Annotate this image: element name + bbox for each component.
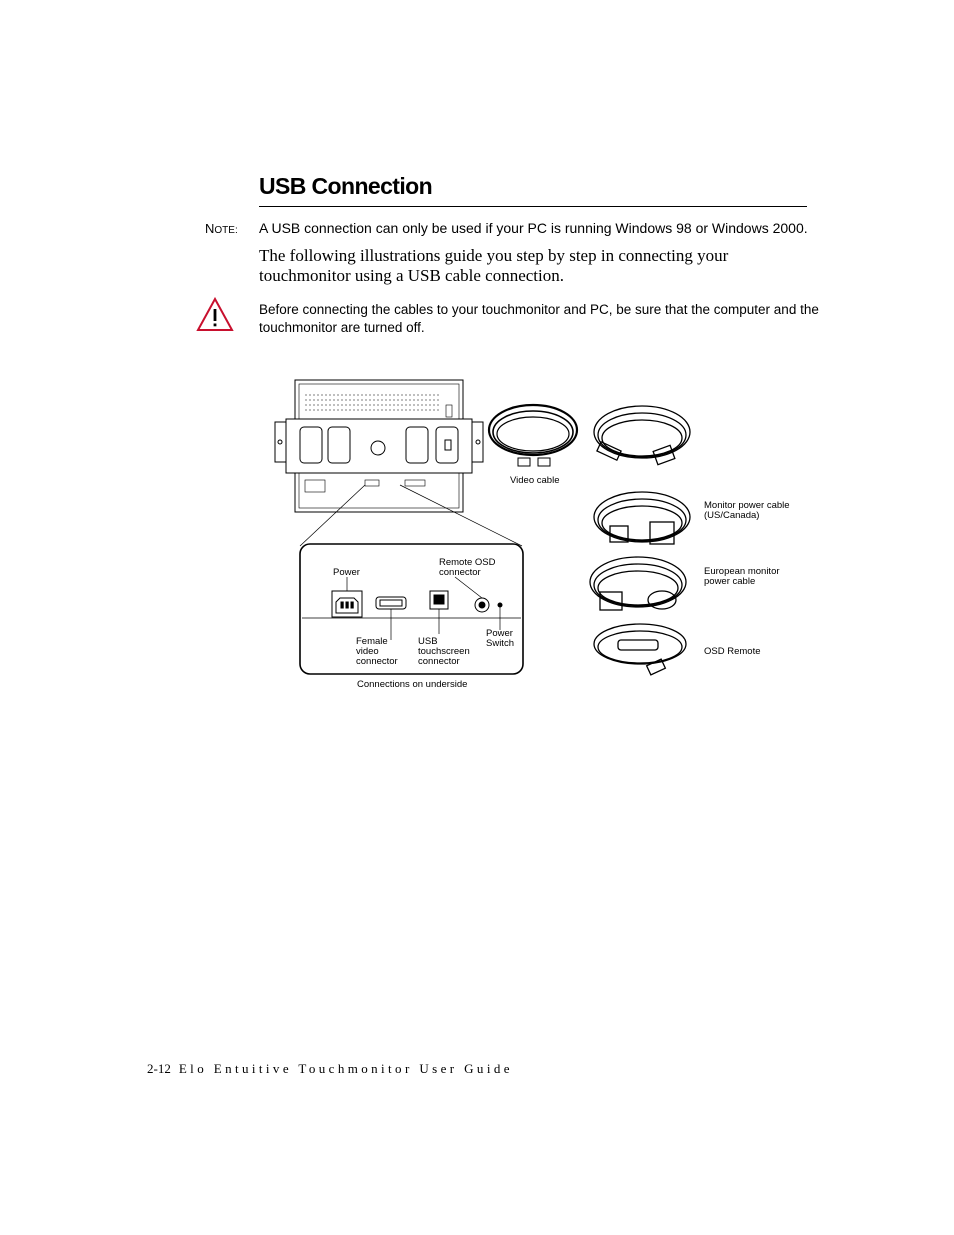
label-european-power-cable: European monitor power cable (704, 566, 780, 587)
label-connections-on-underside: Connections on underside (357, 679, 468, 690)
label-usb-touchscreen-connector: USB touchscreen connector (418, 636, 470, 667)
connection-figure (270, 372, 810, 697)
label-power-switch: Power Switch (486, 628, 514, 649)
video-cable-coil (489, 405, 577, 466)
european-power-cable-coil (590, 557, 686, 610)
label-osd-remote: OSD Remote (704, 646, 761, 657)
guide-title: Elo Entuitive Touchmonitor User Guide (178, 1061, 513, 1076)
label-video-cable: Video cable (510, 475, 560, 486)
monitor-rear-view (275, 380, 483, 512)
label-power: Power (333, 567, 360, 578)
warning-triangle-icon (196, 297, 234, 333)
us-power-cable-coil (594, 492, 690, 544)
page-footer (147, 1061, 513, 1077)
heading-rule (259, 206, 807, 207)
osd-remote-cable-coil (594, 624, 686, 675)
section-heading: USB Connection (259, 173, 433, 199)
note-label-initial: N (205, 221, 215, 236)
note-text: A USB connection can only be used if your PC is running Windows 98 or Windows 2000. (259, 220, 808, 236)
label-monitor-power-cable: Monitor power cable (US/Canada) (704, 500, 790, 521)
label-remote-osd-connector: Remote OSD connector (439, 557, 496, 578)
usb-cable-coil (594, 406, 690, 465)
note-label (205, 221, 238, 236)
intro-paragraph: The following illustrations guide you step by step in connecting your touchmonitor using a USB cable connection. (259, 246, 729, 285)
page-number: 2-12 (147, 1061, 171, 1076)
note-label-rest: OTE: (214, 225, 238, 236)
label-female-video-connector: Female video connector (356, 636, 398, 667)
warning-text: Before connecting the cables to your touchmonitor and PC, be sure that the computer and the touchmonitor are turned off. (259, 302, 819, 335)
